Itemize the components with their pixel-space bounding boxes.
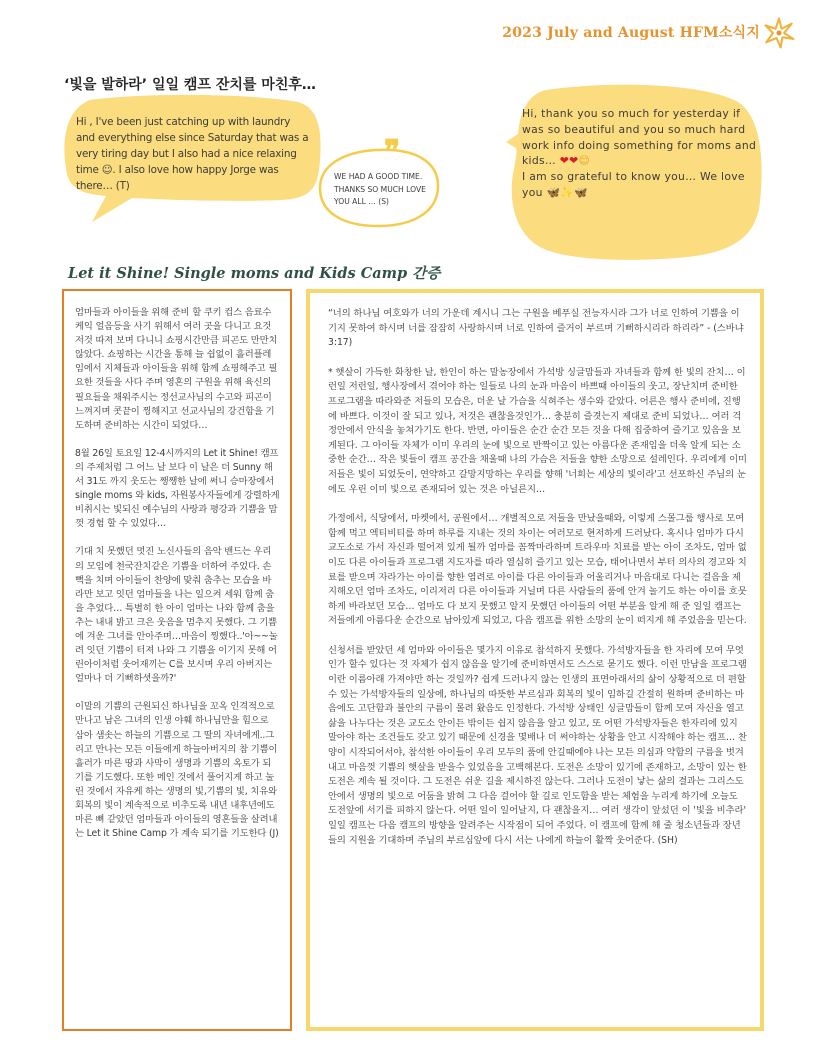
- testimony-right-column: [306, 289, 764, 1031]
- left-paragraph: 8월 26일 토요일 12-4시까지의 Let it Shine! 캠프의 주제처럼 그 어느 날 보다 이 날은 더 Sunny 해서 31도 까지 웃도는 쨍쨍한 날에 써니 승마장에서 single moms 와 kids, 자원봉사자들에게 강렬하게 비취시는 빛되신 예수님의 사랑과 평강과 기쁨을 맘껏 경험 할 수 있었다…: [75, 447, 280, 530]
- speech-bubble-left: [62, 94, 324, 228]
- heart-emoji-icon: ❤❤: [559, 154, 579, 168]
- left-paragraph: 이말의 기쁨의 근원되신 하나님을 꼬옥 인격적으로 만나고 남은 그녀의 인생 야훼 하나님만을 힘으로 삼아 샘솟는 하늘의 기쁨으로 그 딸의 자녀에게..그리고 만나는 모든 이들에게 하늘아버지의 참 기쁨이 흘러가 마른 땅과 사막이 생명과 기쁨의 옥토가 되기를 기도했다. 또한 메인 것에서 풀어지게 하고 눌린 것에서 자유케 하는 생명의 빛,기쁨의 빛, 치유와 회복의 빛이 계속적으로 비추도록 내년 내후년에도 마른 뼈 같았던 엄마들과 아이들의 영혼들을 살려내는 Let it Shine Camp 가 계속 되기를 기도한다 (J): [75, 701, 279, 840]
- bubble-right-text: [522, 106, 760, 201]
- smile-emoji-icon: 😊: [578, 154, 591, 168]
- bubble-right-line2: I am so grateful to know you… We love you: [522, 170, 745, 199]
- right-paragraph: * 햇살이 가득한 화창한 날, 한인이 하는 말농장에서 가석방 싱글맘들과 자녀들과 함께 한 빛의 잔치… 이런일 저런일, 행사장에서 겪어야 하는 일들로 나의 눈과 마음이 바쁘때 아이들의 웃고, 장난치며 준비한 프로그램을 따라와준 저들의 모습은, 더운 날 가슴을 식혀주는 생수와 같았다. 어른은 행사 준비에, 진행에 바쁘다. 이것이 잘 되고 있나, 저것은 괜찮을것인가… 충분히 즐겻는지 제대로 준비 되었나… 여러 걱정안에서 안식을 놓쳐가기도 한다. 반면, 아이들은 순간 순간 모든 것을 다해 집중하여 즐기고 있음을 보게된다. 그 아이들 자체가 이미 우리의 눈에 빛으로 반짝이고 있는 아름다운 존재임을 더욱 알게 되는 소중한 순간… 작은 빛들이 캠프 공간을 채울때 나의 가슴은 저들을 향한 소망으로 설레인다. 우리에게 이미 저들은 빛이 되었듯이, 연약하고 갈망지망하는 우리를 향해 '너희는 세상의 빛이라'고 선포하신 주님의 눈에도 우린 이미 빛으로 존재되어 있는 것은 아닐른지…: [328, 366, 747, 495]
- section-title: Let it Shine! Single moms and Kids Camp 간증: [68, 265, 441, 282]
- bubble-left-text: Hi , I've been just catching up with laundry and everything else since Saturday that was a very tiring day but I also had a nice relaxing time ☺. I also love how happy Jorge was there… (T): [76, 116, 309, 192]
- speech-bubble-middle: [316, 134, 442, 232]
- left-paragraph: 기대 치 못했던 멋진 노신사들의 음악 밴드는 우리의 모임에 천국잔치같은 기쁨을 더하여 주었다. 손뼉을 치며 아이들이 찬양에 맞춰 춤추는 모습을 바라만 보고 잇던 엄마들을 나는 일으켜 세워 함께 춤을 추었다… 특별히 한 아이 엄마는 나와 함께 춤을 추는 내내 밝고 크은 웃음을 멈추지 못했다. 그 기쁨에 겨운 그녀를 안아주며…마음이 찡했다..'아~~눌려 잇던 기쁨이 터져 나와 그 기쁨을 이기지 못해 어린아이처럼 웃어재끼는 C를 보시며 우리 아버지는 얼마나 더 기뻐하셧을까?': [75, 546, 278, 685]
- butterfly-emoji-icon: 🦋: [546, 185, 561, 199]
- speech-bubble-right: [506, 82, 766, 266]
- quote-mark-icon: ❞: [384, 134, 401, 169]
- butterfly-emoji-icon: 🦋: [573, 185, 588, 199]
- yellow-star-logo-icon: [762, 16, 796, 50]
- scripture-quote: “너의 하나님 여호와가 너의 가운데 계시니 그는 구원을 베푸실 전능자시라 그가 너로 인하여 기쁨을 이기지 못하여 하시며 너를 잠잠히 사랑하시며 너로 인하여 즐거이 부르며 기뻐하시리라 하리라” - (스바냐 3:17): [328, 308, 744, 349]
- bubble-middle-text: WE HAD A GOOD TIME. THANKS SO MUCH LOVE YOU ALL … (S): [334, 172, 426, 206]
- left-paragraph: 엄마들과 아이들을 위해 준비 할 쿠키 컵스 음료수 케익 얼음등을 사기 위해서 여러 곳을 다니고 요것 저것 따져 보며 다니니 쇼핑시간만큼 피곤도 만만치 않았다. 쇼핑하는 시간을 통해 늘 쉽없이 흘러플레임에서 지체들과 아이들을 위해 함께 쇼핑해주고 필요한 것들을 사다 주며 영혼의 구원을 위해 육신의 필요들을 채워주시는 정선교사님의 수고와 피곤이 느껴지며 콧끝이 찡해지고 선교사님의 강건함을 기도하며 준비하는 시간이 되었다…: [75, 307, 278, 431]
- newsletter-title: 2023 July and August HFM소식지: [502, 25, 760, 41]
- right-paragraph: 가정에서, 식당에서, 마켓에서, 공원에서… 개별적으로 저들을 만났을때와, 이렇게 스몰그룹 행사로 모여 함께 먹고 엑티비티를 하며 하루를 지내는 것의 차이는 여러모로 현저하게 드러났다. 혹시나 엄마가 다시 교도소로 가서 자신과 떨어져 있게 될까 엄마를 꼼짝마라하며 트라우마 치료를 받는 아이 조차도, 엄마 없이도 다른 아이들과 프로그램 지도자를 따라 열심히 즐기고 있는 모습, 태어나면서 부터 의사의 경고와 치료를 받으며 자라가는 아이를 향한 염려로 아이를 다른 아이들과 어울리거나 마음대로 다니는 걸음을 제지해오던 엄마 조차도, 이리저리 다른 아이들과 거닐며 다른 사람들의 품에 안겨 놀기도 하는 아이를 흐뭇하게 바라보던 모습… 엄마도 다 보지 못했고 알지 못했던 아이들의 어떤 부분을 알게 해 준 일일 캠프는 저들에게 아름다운 순간으로 남아있게 되었고, 다음 캠프를 위한 소망의 눈이 떠지게 해 주었음을 믿는다.: [328, 513, 747, 627]
- camp-heading: ‘빛을 발하라’ 일일 캠프 잔치를 마친후…: [64, 77, 316, 93]
- bubble-right-line1: Hi, thank you so much for yesterday if was so beautiful and you so much hard work info doing something for moms and kids…: [522, 107, 757, 168]
- testimony-left-column: [62, 289, 292, 1031]
- right-paragraph: 신청서를 받았던 세 엄마와 아이들은 몇가지 이유로 참석하지 못했다. 가석방자들을 한 자리에 모여 무엇인가 할수 있다는 것 자체가 쉽지 않음을 알기에 준비하면서도 스스로 묻기도 했다. 이런 만남을 프로그램이란 이름아래 가져야만 하는 것일까? 쉽게 드러나지 않는 인생의 표면아래서의 삶이 상황적으로 더 편할수 있는 가석방자들의 일상에, 하나님의 따뜻한 부르심과 회복의 빛이 임하길 간절히 원하며 준비하는 마음에도 고단함과 불안의 구름이 몰려 왔음도 인정한다. 가석방 상태인 싱글맘들이 함께 모여 자신을 열고 삶을 나누다는 것은 교도소 안이든 밖이든 쉽지 않음을 알고 있고, 또 어떤 가석방자들은 한자리에 있지 말아야 하는 조건들도 갖고 있기 때문에 신경을 몇배나 더 써야하는 상황을 안고 시작해야 하는 캠프… 찬양이 시작되어서야, 참석한 아이들이 우리 모두의 품에 안길때에야 나는 모든 의심과 약함의 구름을 벗겨 내고 마음껏 기쁨의 햇살을 받을수 있었음을 고백해본다. 도전은 소망이 있기에 존재하고, 소망이 있는 한 도전은 계속 될 것이다. 그 도전은 쉬운 길을 제시하진 않는다. 그러나 도전이 낳는 삶의 결과는 그리스도안에서 생명의 빛으로 어둠을 밝혀 그 다음 걸어야 할 길로 인도함을 받는 체험을 누리게 하기에 오늘도 도전앞에 서기를 피하지 않는다. 어떤 일이 일어날지, 다 괜찮을지… 여러 생각이 앞섰던 이 '빛을 비추라' 일일 캠프는 다음 캠프의 방향을 알려주는 시작점이 되어 주었다. 이 캠프에 함께 해 줄 청소년들과 장년들의 지원을 기대하며 주님의 부르심앞에 다시 서는 나에게 하늘이 활짝 웃어준다. (SH): [328, 644, 747, 846]
- sparkle-emoji-icon: ✨: [560, 185, 574, 199]
